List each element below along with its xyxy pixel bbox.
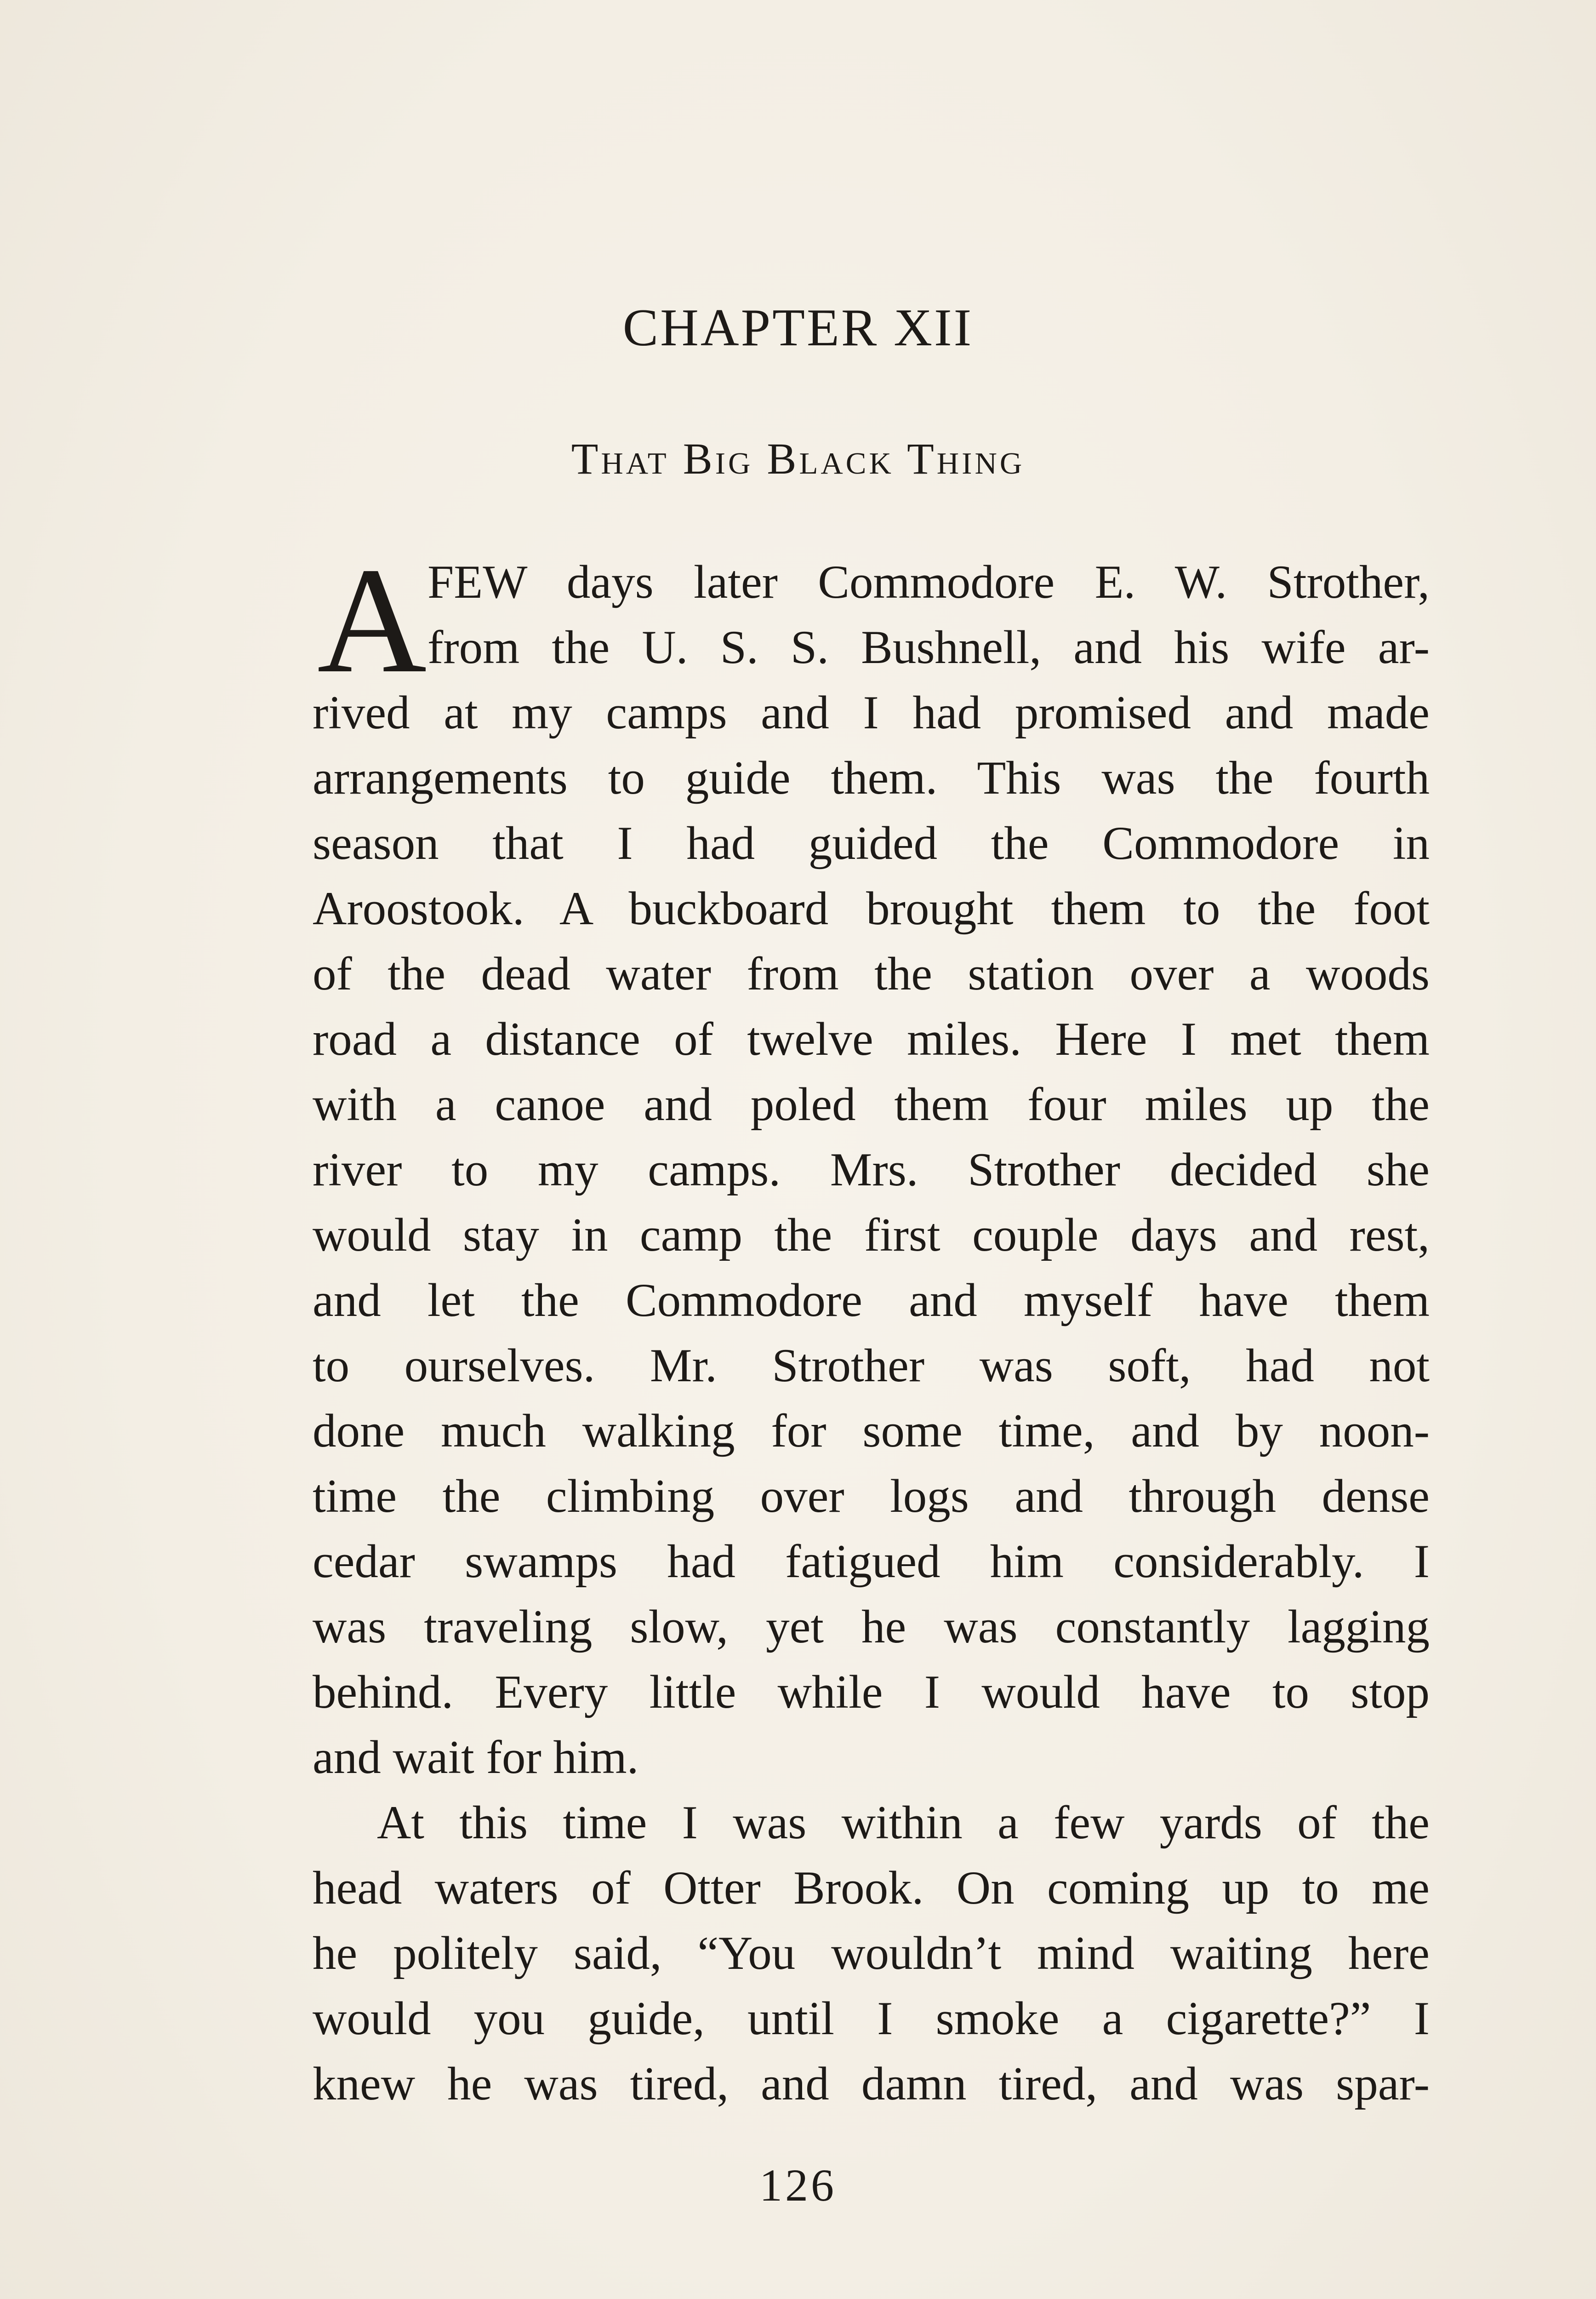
text-line: rived at my camps and I had promised and made — [313, 686, 1430, 739]
text-line: of the dead water from the station over a woods — [313, 948, 1430, 1000]
text-line: was traveling slow, yet he was constantly lagging — [313, 1601, 1430, 1653]
text-line: done much walking for some time, and by noon- — [313, 1405, 1430, 1457]
text-line: and let the Commodore and myself have them — [313, 1274, 1430, 1327]
text-line: would stay in camp the first couple days and rest, — [313, 1209, 1430, 1261]
text-line: river to my camps. Mrs. Strother decided she — [313, 1144, 1430, 1196]
text-line: head waters of Otter Brook. On coming up to me — [313, 1862, 1430, 1914]
chapter-heading: CHAPTER XII — [622, 298, 974, 357]
text-line: would you guide, until I smoke a cigarette?” I — [313, 1992, 1430, 2045]
text-line: behind. Every little while I would have to stop — [313, 1666, 1430, 1718]
text-line: time the climbing over logs and through dense — [313, 1470, 1430, 1522]
text-line: road a distance of twelve miles. Here I met them — [313, 1013, 1430, 1065]
text-line: arrangements to guide them. This was the fourth — [313, 752, 1430, 804]
text-line: cedar swamps had fatigued him considerably. I — [313, 1535, 1430, 1588]
text-line: and wait for him. — [313, 1731, 639, 1784]
drop-cap: A — [317, 537, 427, 704]
text-line: from the U. S. S. Bushnell, and his wife ar- — [428, 621, 1430, 674]
text-line: Aroostook. A buckboard brought them to the foot — [313, 882, 1430, 935]
text-line: knew he was tired, and damn tired, and was spar- — [313, 2058, 1430, 2110]
chapter-title: That Big Black Thing — [571, 434, 1025, 483]
body-text — [313, 549, 1430, 2116]
text-line: with a canoe and poled them four miles up the — [313, 1078, 1430, 1131]
text-line: At this time I was within a few yards of the — [377, 1796, 1430, 1849]
text-line: FEW days later Commodore E. W. Strother, — [428, 556, 1430, 608]
text-line: he politely said, “You wouldn’t mind waiting here — [313, 1927, 1430, 1979]
page-number: 126 — [759, 2160, 837, 2211]
text-line: to ourselves. Mr. Strother was soft, had not — [313, 1339, 1430, 1392]
text-line: season that I had guided the Commodore in — [313, 817, 1430, 869]
